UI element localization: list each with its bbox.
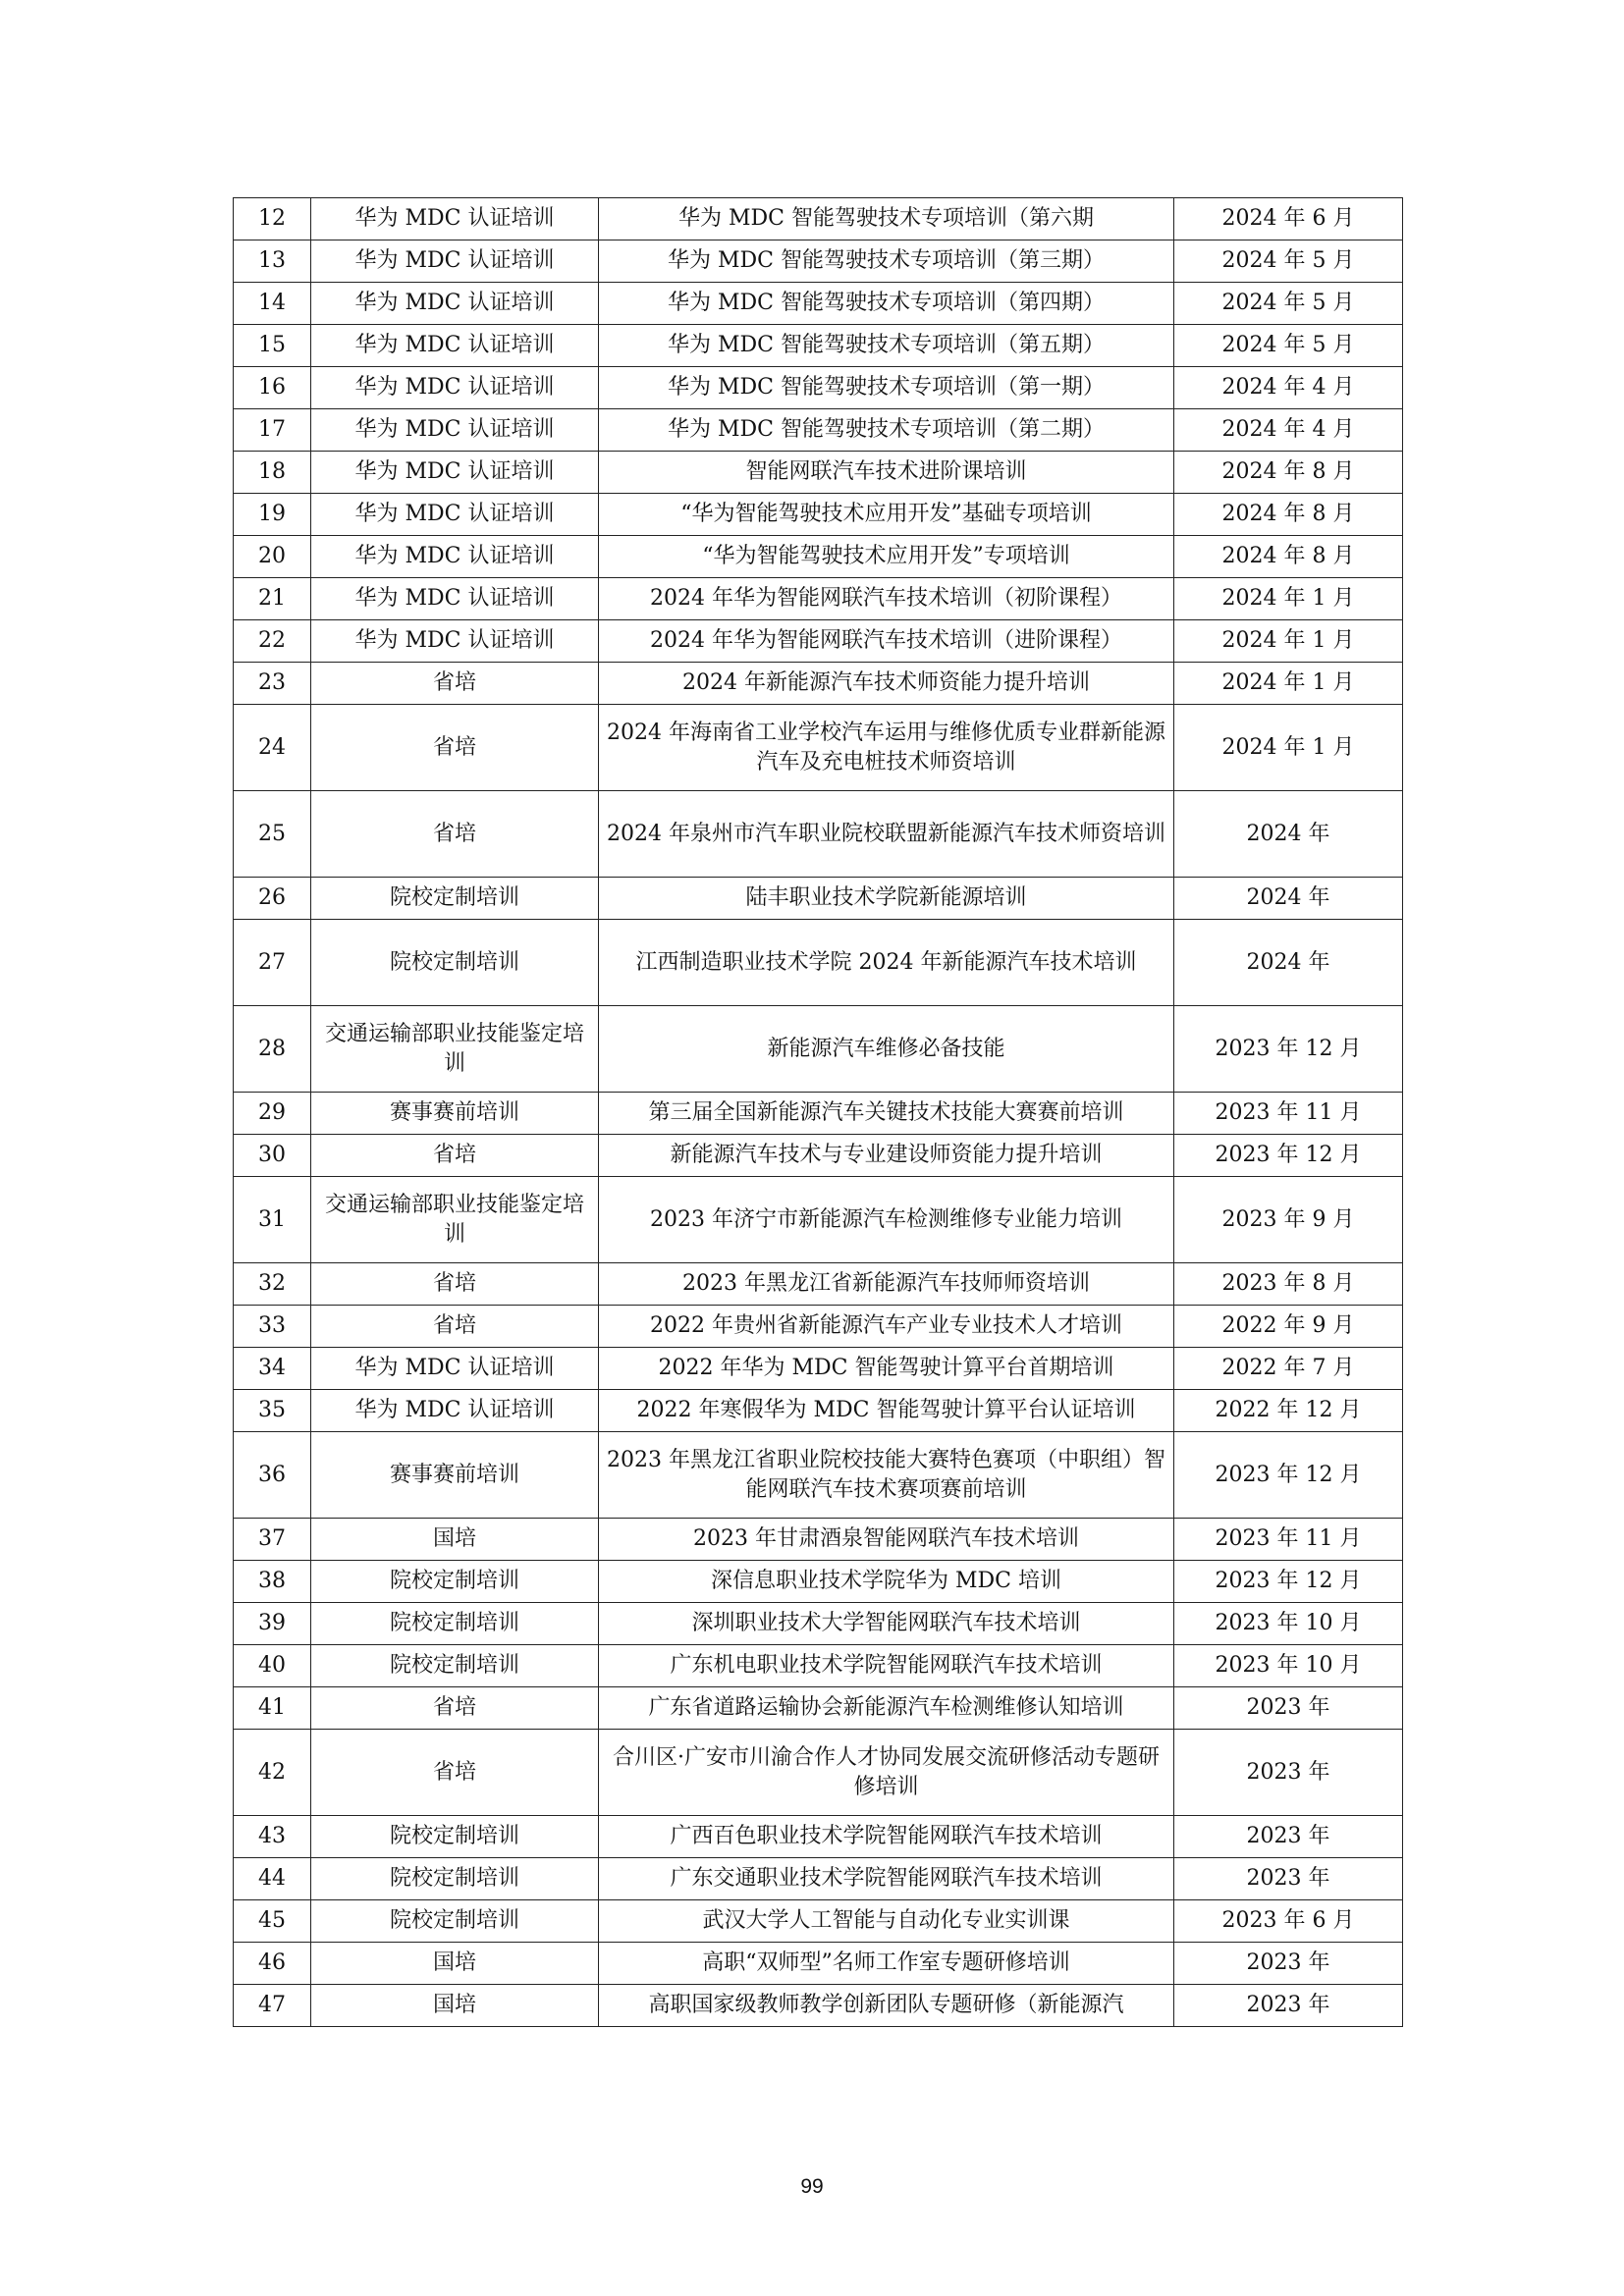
training-date-cell: 2023 年 12 月 — [1174, 1135, 1403, 1177]
row-number-cell: 41 — [234, 1687, 311, 1730]
row-number-cell: 23 — [234, 663, 311, 705]
table-body — [234, 198, 1403, 2027]
table-row — [234, 1900, 1403, 1943]
training-name-cell: 华为 MDC 智能驾驶技术专项培训（第三期） — [599, 240, 1174, 283]
training-name-cell: “华为智能驾驶技术应用开发”基础专项培训 — [599, 494, 1174, 536]
row-number-cell: 34 — [234, 1348, 311, 1390]
training-type-cell: 华为 MDC 认证培训 — [311, 409, 599, 452]
training-type-cell: 院校定制培训 — [311, 920, 599, 1006]
training-date-cell: 2024 年 1 月 — [1174, 663, 1403, 705]
training-date-cell: 2024 年 5 月 — [1174, 325, 1403, 367]
training-name-cell: 高职国家级教师教学创新团队专题研修（新能源汽 — [599, 1985, 1174, 2027]
training-name-cell: 华为 MDC 智能驾驶技术专项培训（第五期） — [599, 325, 1174, 367]
training-name-cell: 江西制造职业技术学院 2024 年新能源汽车技术培训 — [599, 920, 1174, 1006]
training-name-cell: 2024 年泉州市汽车职业院校联盟新能源汽车技术师资培训 — [599, 791, 1174, 878]
row-number-cell: 14 — [234, 283, 311, 325]
row-number-cell: 45 — [234, 1900, 311, 1943]
training-type-cell: 省培 — [311, 1687, 599, 1730]
training-name-cell: 深圳职业技术大学智能网联汽车技术培训 — [599, 1603, 1174, 1645]
row-number-cell: 32 — [234, 1263, 311, 1306]
table-row — [234, 705, 1403, 791]
row-number-cell: 29 — [234, 1093, 311, 1135]
training-date-cell: 2023 年 — [1174, 1816, 1403, 1858]
training-type-cell: 赛事赛前培训 — [311, 1093, 599, 1135]
training-name-cell: 2022 年贵州省新能源汽车产业专业技术人才培训 — [599, 1306, 1174, 1348]
table-row — [234, 791, 1403, 878]
training-type-cell: 院校定制培训 — [311, 1645, 599, 1687]
row-number-cell: 31 — [234, 1177, 311, 1263]
table-row — [234, 1603, 1403, 1645]
row-number-cell: 42 — [234, 1730, 311, 1816]
training-date-cell: 2023 年 9 月 — [1174, 1177, 1403, 1263]
table-row — [234, 452, 1403, 494]
table-row — [234, 1348, 1403, 1390]
training-name-cell: 华为 MDC 智能驾驶技术专项培训（第四期） — [599, 283, 1174, 325]
table-row — [234, 409, 1403, 452]
training-date-cell: 2023 年 10 月 — [1174, 1603, 1403, 1645]
row-number-cell: 26 — [234, 878, 311, 920]
training-type-cell: 省培 — [311, 1135, 599, 1177]
training-type-cell: 华为 MDC 认证培训 — [311, 367, 599, 409]
training-type-cell: 院校定制培训 — [311, 1900, 599, 1943]
training-type-cell: 省培 — [311, 1263, 599, 1306]
training-name-cell: 2022 年寒假华为 MDC 智能驾驶计算平台认证培训 — [599, 1390, 1174, 1432]
training-type-cell: 华为 MDC 认证培训 — [311, 578, 599, 620]
training-date-cell: 2023 年 12 月 — [1174, 1561, 1403, 1603]
table-row — [234, 578, 1403, 620]
training-name-cell: 广东交通职业技术学院智能网联汽车技术培训 — [599, 1858, 1174, 1900]
training-date-cell: 2024 年 — [1174, 920, 1403, 1006]
table-row — [234, 1561, 1403, 1603]
table-row — [234, 1985, 1403, 2027]
table-row — [234, 1687, 1403, 1730]
training-date-cell: 2024 年 8 月 — [1174, 494, 1403, 536]
table-row — [234, 1943, 1403, 1985]
training-date-cell: 2023 年 8 月 — [1174, 1263, 1403, 1306]
training-type-cell: 院校定制培训 — [311, 1561, 599, 1603]
row-number-cell: 30 — [234, 1135, 311, 1177]
row-number-cell: 13 — [234, 240, 311, 283]
training-date-cell: 2024 年 1 月 — [1174, 705, 1403, 791]
row-number-cell: 22 — [234, 620, 311, 663]
training-type-cell: 华为 MDC 认证培训 — [311, 325, 599, 367]
training-name-cell: 新能源汽车维修必备技能 — [599, 1006, 1174, 1093]
training-date-cell: 2023 年 — [1174, 1985, 1403, 2027]
training-type-cell: 华为 MDC 认证培训 — [311, 1348, 599, 1390]
training-type-cell: 华为 MDC 认证培训 — [311, 283, 599, 325]
training-name-cell: 广东机电职业技术学院智能网联汽车技术培训 — [599, 1645, 1174, 1687]
row-number-cell: 35 — [234, 1390, 311, 1432]
row-number-cell: 39 — [234, 1603, 311, 1645]
training-name-cell: 2024 年华为智能网联汽车技术培训（初阶课程） — [599, 578, 1174, 620]
training-date-cell: 2023 年 — [1174, 1943, 1403, 1985]
training-date-cell: 2024 年 8 月 — [1174, 536, 1403, 578]
training-type-cell: 国培 — [311, 1943, 599, 1985]
training-name-cell: 陆丰职业技术学院新能源培训 — [599, 878, 1174, 920]
table-row — [234, 1730, 1403, 1816]
row-number-cell: 21 — [234, 578, 311, 620]
training-date-cell: 2023 年 — [1174, 1687, 1403, 1730]
training-type-cell: 交通运输部职业技能鉴定培训 — [311, 1006, 599, 1093]
training-date-cell: 2024 年 8 月 — [1174, 452, 1403, 494]
training-type-cell: 华为 MDC 认证培训 — [311, 1390, 599, 1432]
row-number-cell: 19 — [234, 494, 311, 536]
training-date-cell: 2024 年 — [1174, 791, 1403, 878]
training-type-cell: 院校定制培训 — [311, 1816, 599, 1858]
training-name-cell: 华为 MDC 智能驾驶技术专项培训（第一期） — [599, 367, 1174, 409]
row-number-cell: 18 — [234, 452, 311, 494]
training-type-cell: 赛事赛前培训 — [311, 1432, 599, 1519]
training-type-cell: 华为 MDC 认证培训 — [311, 620, 599, 663]
table-row — [234, 536, 1403, 578]
training-date-cell: 2023 年 6 月 — [1174, 1900, 1403, 1943]
training-type-cell: 华为 MDC 认证培训 — [311, 452, 599, 494]
row-number-cell: 16 — [234, 367, 311, 409]
training-date-cell: 2024 年 4 月 — [1174, 409, 1403, 452]
training-date-cell: 2022 年 9 月 — [1174, 1306, 1403, 1348]
training-name-cell: 武汉大学人工智能与自动化专业实训课 — [599, 1900, 1174, 1943]
training-name-cell: 第三届全国新能源汽车关键技术技能大赛赛前培训 — [599, 1093, 1174, 1135]
training-name-cell: 华为 MDC 智能驾驶技术专项培训（第六期 — [599, 198, 1174, 240]
table-row — [234, 240, 1403, 283]
table-row — [234, 1390, 1403, 1432]
table-row — [234, 878, 1403, 920]
training-name-cell: 2023 年济宁市新能源汽车检测维修专业能力培训 — [599, 1177, 1174, 1263]
training-records-table — [233, 197, 1403, 2027]
table-row — [234, 620, 1403, 663]
training-date-cell: 2023 年 — [1174, 1730, 1403, 1816]
table-row — [234, 1645, 1403, 1687]
row-number-cell: 47 — [234, 1985, 311, 2027]
table-row — [234, 1816, 1403, 1858]
training-date-cell: 2024 年 1 月 — [1174, 620, 1403, 663]
training-type-cell: 华为 MDC 认证培训 — [311, 240, 599, 283]
training-date-cell: 2024 年 5 月 — [1174, 283, 1403, 325]
row-number-cell: 37 — [234, 1519, 311, 1561]
training-type-cell: 国培 — [311, 1519, 599, 1561]
training-type-cell: 国培 — [311, 1985, 599, 2027]
row-number-cell: 12 — [234, 198, 311, 240]
table-row — [234, 1177, 1403, 1263]
row-number-cell: 40 — [234, 1645, 311, 1687]
training-date-cell: 2023 年 12 月 — [1174, 1006, 1403, 1093]
training-date-cell: 2023 年 10 月 — [1174, 1645, 1403, 1687]
training-name-cell: 智能网联汽车技术进阶课培训 — [599, 452, 1174, 494]
training-date-cell: 2023 年 11 月 — [1174, 1093, 1403, 1135]
table-row — [234, 1135, 1403, 1177]
table-row — [234, 1093, 1403, 1135]
training-type-cell: 华为 MDC 认证培训 — [311, 198, 599, 240]
training-date-cell: 2024 年 1 月 — [1174, 578, 1403, 620]
training-type-cell: 省培 — [311, 705, 599, 791]
training-name-cell: 2022 年华为 MDC 智能驾驶计算平台首期培训 — [599, 1348, 1174, 1390]
table-row — [234, 283, 1403, 325]
table-row — [234, 1006, 1403, 1093]
table-row — [234, 1306, 1403, 1348]
row-number-cell: 38 — [234, 1561, 311, 1603]
table-row — [234, 1263, 1403, 1306]
training-type-cell: 省培 — [311, 1730, 599, 1816]
page-number: 99 — [800, 2175, 824, 2198]
training-name-cell: 合川区·广安市川渝合作人才协同发展交流研修活动专题研修培训 — [599, 1730, 1174, 1816]
table-row — [234, 663, 1403, 705]
training-date-cell: 2024 年 — [1174, 878, 1403, 920]
table-row — [234, 325, 1403, 367]
training-date-cell: 2024 年 4 月 — [1174, 367, 1403, 409]
row-number-cell: 36 — [234, 1432, 311, 1519]
row-number-cell: 20 — [234, 536, 311, 578]
training-type-cell: 院校定制培训 — [311, 878, 599, 920]
training-name-cell: 2024 年海南省工业学校汽车运用与维修优质专业群新能源汽车及充电桩技术师资培训 — [599, 705, 1174, 791]
training-date-cell: 2022 年 7 月 — [1174, 1348, 1403, 1390]
training-name-cell: 2023 年甘肃酒泉智能网联汽车技术培训 — [599, 1519, 1174, 1561]
training-name-cell: 广东省道路运输协会新能源汽车检测维修认知培训 — [599, 1687, 1174, 1730]
row-number-cell: 17 — [234, 409, 311, 452]
table-row — [234, 494, 1403, 536]
table-row — [234, 920, 1403, 1006]
training-type-cell: 省培 — [311, 663, 599, 705]
table-row — [234, 198, 1403, 240]
training-type-cell: 华为 MDC 认证培训 — [311, 536, 599, 578]
row-number-cell: 25 — [234, 791, 311, 878]
row-number-cell: 43 — [234, 1816, 311, 1858]
training-name-cell: 2023 年黑龙江省职业院校技能大赛特色赛项（中职组）智能网联汽车技术赛项赛前培训 — [599, 1432, 1174, 1519]
training-name-cell: 新能源汽车技术与专业建设师资能力提升培训 — [599, 1135, 1174, 1177]
training-type-cell: 院校定制培训 — [311, 1603, 599, 1645]
training-type-cell: 交通运输部职业技能鉴定培训 — [311, 1177, 599, 1263]
training-name-cell: 2023 年黑龙江省新能源汽车技师师资培训 — [599, 1263, 1174, 1306]
training-date-cell: 2024 年 6 月 — [1174, 198, 1403, 240]
training-type-cell: 华为 MDC 认证培训 — [311, 494, 599, 536]
training-type-cell: 省培 — [311, 791, 599, 878]
table-row — [234, 367, 1403, 409]
training-name-cell: 2024 年华为智能网联汽车技术培训（进阶课程） — [599, 620, 1174, 663]
training-name-cell: 华为 MDC 智能驾驶技术专项培训（第二期） — [599, 409, 1174, 452]
training-name-cell: 2024 年新能源汽车技术师资能力提升培训 — [599, 663, 1174, 705]
training-date-cell: 2023 年 11 月 — [1174, 1519, 1403, 1561]
table-row — [234, 1858, 1403, 1900]
row-number-cell: 33 — [234, 1306, 311, 1348]
training-name-cell: 高职“双师型”名师工作室专题研修培训 — [599, 1943, 1174, 1985]
training-date-cell: 2024 年 5 月 — [1174, 240, 1403, 283]
training-type-cell: 院校定制培训 — [311, 1858, 599, 1900]
training-date-cell: 2023 年 12 月 — [1174, 1432, 1403, 1519]
table-row — [234, 1432, 1403, 1519]
training-date-cell: 2023 年 — [1174, 1858, 1403, 1900]
training-date-cell: 2022 年 12 月 — [1174, 1390, 1403, 1432]
row-number-cell: 28 — [234, 1006, 311, 1093]
table-row — [234, 1519, 1403, 1561]
row-number-cell: 24 — [234, 705, 311, 791]
row-number-cell: 27 — [234, 920, 311, 1006]
training-name-cell: “华为智能驾驶技术应用开发”专项培训 — [599, 536, 1174, 578]
training-name-cell: 广西百色职业技术学院智能网联汽车技术培训 — [599, 1816, 1174, 1858]
row-number-cell: 15 — [234, 325, 311, 367]
row-number-cell: 44 — [234, 1858, 311, 1900]
training-name-cell: 深信息职业技术学院华为 MDC 培训 — [599, 1561, 1174, 1603]
training-type-cell: 省培 — [311, 1306, 599, 1348]
row-number-cell: 46 — [234, 1943, 311, 1985]
